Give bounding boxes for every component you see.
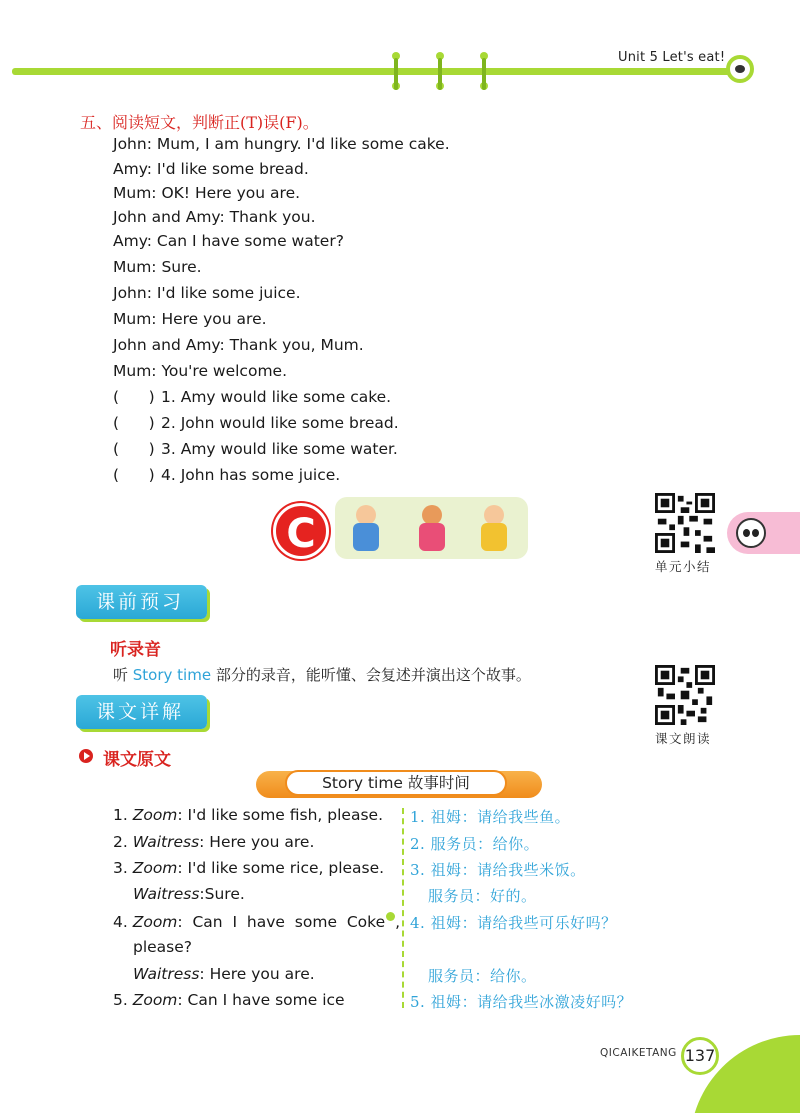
kid-illustration-2 xyxy=(413,505,451,553)
unit-logo-icon xyxy=(726,55,754,83)
dialogue-line: Amy: Can I have some water? xyxy=(113,232,344,250)
kid-illustration-1 xyxy=(347,505,385,553)
qr-label-reading: 课文朗读 xyxy=(655,731,712,746)
qr-code-unit-summary[interactable] xyxy=(655,493,715,553)
exercise-title: 五、阅读短文，判断正(T)误(F)。 xyxy=(80,113,319,132)
explain-pill: 课文详解 xyxy=(76,695,207,729)
binder-ring-3 xyxy=(480,52,488,90)
story-line-zh: 5. 祖姆：请给我些冰激凌好吗？ xyxy=(410,993,633,1011)
dialogue-line: Mum: Sure. xyxy=(113,258,202,276)
story-line-en: 5. Zoom: Can I have some ice xyxy=(113,991,345,1009)
preview-pill: 课前预习 xyxy=(76,585,207,619)
original-text-title: 课文原文 xyxy=(103,750,171,770)
side-tab xyxy=(727,512,800,554)
note-marker-icon[interactable] xyxy=(386,912,395,921)
qr-code-icon xyxy=(655,493,715,553)
question-text: 2. John would like some bread. xyxy=(161,414,399,432)
qr-code-icon xyxy=(655,665,715,725)
answer-row[interactable]: ( ) 2. John would like some bread. xyxy=(113,414,399,432)
qr-code-reading[interactable] xyxy=(655,665,715,725)
listen-instruction xyxy=(113,664,531,685)
unit-label: Unit 5 Let's eat! xyxy=(618,50,726,65)
listen-prefix: 听 xyxy=(113,666,133,684)
dialogue-line: John and Amy: Thank you. xyxy=(113,208,316,226)
play-bullet-icon xyxy=(79,749,93,763)
story-line-zh: 服务员：给你。 xyxy=(428,967,537,985)
dialogue-line: John: I'd like some juice. xyxy=(113,284,301,302)
question-text: 1. Amy would like some cake. xyxy=(161,388,392,406)
story-line-en: Waitress:Sure. xyxy=(133,885,245,903)
kid-illustration-3 xyxy=(475,505,513,553)
story-line-zh: 3. 祖姆：请给我些米饭。 xyxy=(410,861,586,879)
story-line-zh: 2. 服务员：给你。 xyxy=(410,835,540,853)
story-line-en: 2. Waitress: Here you are. xyxy=(113,833,315,851)
story-line-en: 4. Zoom: Can I have some Coke , xyxy=(113,913,401,932)
story-line-zh: 服务员：好的。 xyxy=(428,887,537,905)
story-line-zh: 1. 祖姆：请给我些鱼。 xyxy=(410,808,571,826)
binder-ring-2 xyxy=(436,52,444,90)
footer-brand: QICAIKETANG xyxy=(600,1047,677,1059)
question-text: 4. John has some juice. xyxy=(161,466,341,484)
answer-row[interactable]: ( ) 4. John has some juice. xyxy=(113,466,341,484)
answer-row[interactable]: ( ) 3. Amy would like some water. xyxy=(113,440,398,458)
answer-row[interactable]: ( ) 1. Amy would like some cake. xyxy=(113,388,392,406)
story-line-zh: 4. 祖姆：请给我些可乐好吗？ xyxy=(410,914,617,932)
dialogue-line: Mum: Here you are. xyxy=(113,310,267,328)
story-line-en: 1. Zoom: I'd like some fish, please. xyxy=(113,806,384,824)
story-banner: Story time 故事时间 xyxy=(285,770,507,796)
story-time-highlight: Story time xyxy=(132,666,212,684)
listen-title: 听录音 xyxy=(110,640,161,660)
qr-label-unit-summary: 单元小结 xyxy=(655,559,712,574)
story-line-en: 3. Zoom: I'd like some rice, please. xyxy=(113,859,385,877)
section-c-badge: C xyxy=(273,503,329,559)
page-number: 137 xyxy=(681,1037,719,1075)
listen-suffix: 部分的录音，能听懂、会复述并演出这个故事。 xyxy=(211,666,531,684)
section-c-illustration xyxy=(335,497,528,559)
panda-icon xyxy=(736,518,766,548)
story-line-en: please? xyxy=(133,938,193,956)
dialogue-line: Mum: OK! Here you are. xyxy=(113,184,301,202)
header-bar xyxy=(12,68,737,75)
dialogue-line: John and Amy: Thank you, Mum. xyxy=(113,336,364,354)
dialogue-line: Amy: I'd like some bread. xyxy=(113,160,309,178)
binder-ring-1 xyxy=(392,52,400,90)
story-line-en: Waitress: Here you are. xyxy=(133,965,315,983)
question-text: 3. Amy would like some water. xyxy=(161,440,398,458)
dialogue-line: John: Mum, I am hungry. I'd like some cake. xyxy=(113,135,450,153)
column-divider xyxy=(402,808,404,1008)
dialogue-line: Mum: You're welcome. xyxy=(113,362,288,380)
